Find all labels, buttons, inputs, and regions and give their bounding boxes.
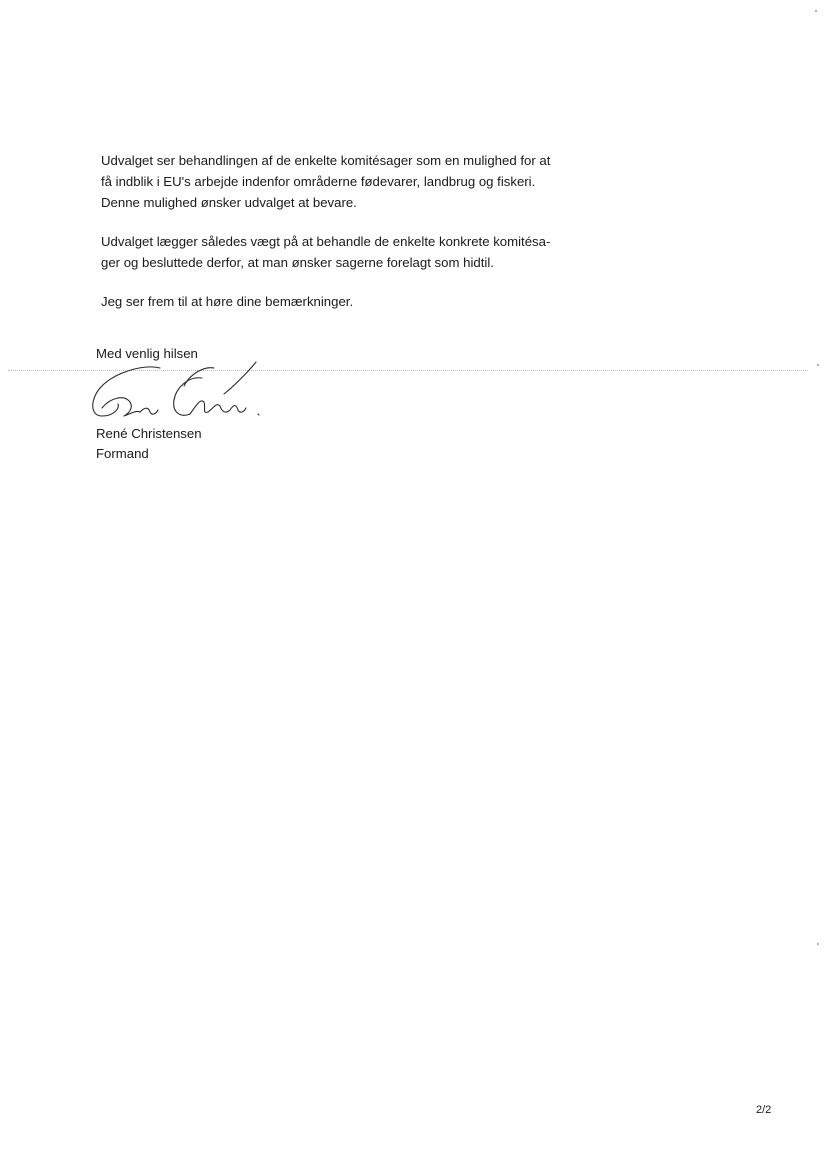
signer-name: René Christensen <box>96 426 202 441</box>
paragraph-line: ger og besluttede derfor, at man ønsker sagerne forelagt som hidtil. <box>101 255 494 270</box>
signer-title: Formand <box>96 446 149 461</box>
letter-body <box>101 150 581 330</box>
scan-speck <box>817 943 819 945</box>
signer-block <box>96 424 202 464</box>
paragraph-line: få indblik i EU's arbejde indenfor områderne fødevarer, landbrug og fiskeri. <box>101 174 536 189</box>
handwritten-signature <box>84 358 264 424</box>
paragraph-2 <box>101 231 581 273</box>
paragraph-line: Denne mulighed ønsker udvalget at bevare. <box>101 195 357 210</box>
paragraph-line: Udvalget ser behandlingen af de enkelte komitésager som en mulighed for at <box>101 153 551 168</box>
paragraph-line: Udvalget lægger således vægt på at behandle de enkelte konkrete komitésa- <box>101 234 551 249</box>
page-number: 2/2 <box>756 1104 772 1116</box>
closing-salutation: Med venlig hilsen <box>96 346 198 361</box>
scan-speck <box>815 10 817 12</box>
scan-speck <box>817 364 819 366</box>
paragraph-1 <box>101 150 581 213</box>
paragraph-line: Jeg ser frem til at høre dine bemærkninger. <box>101 294 354 309</box>
paragraph-3 <box>101 291 581 312</box>
